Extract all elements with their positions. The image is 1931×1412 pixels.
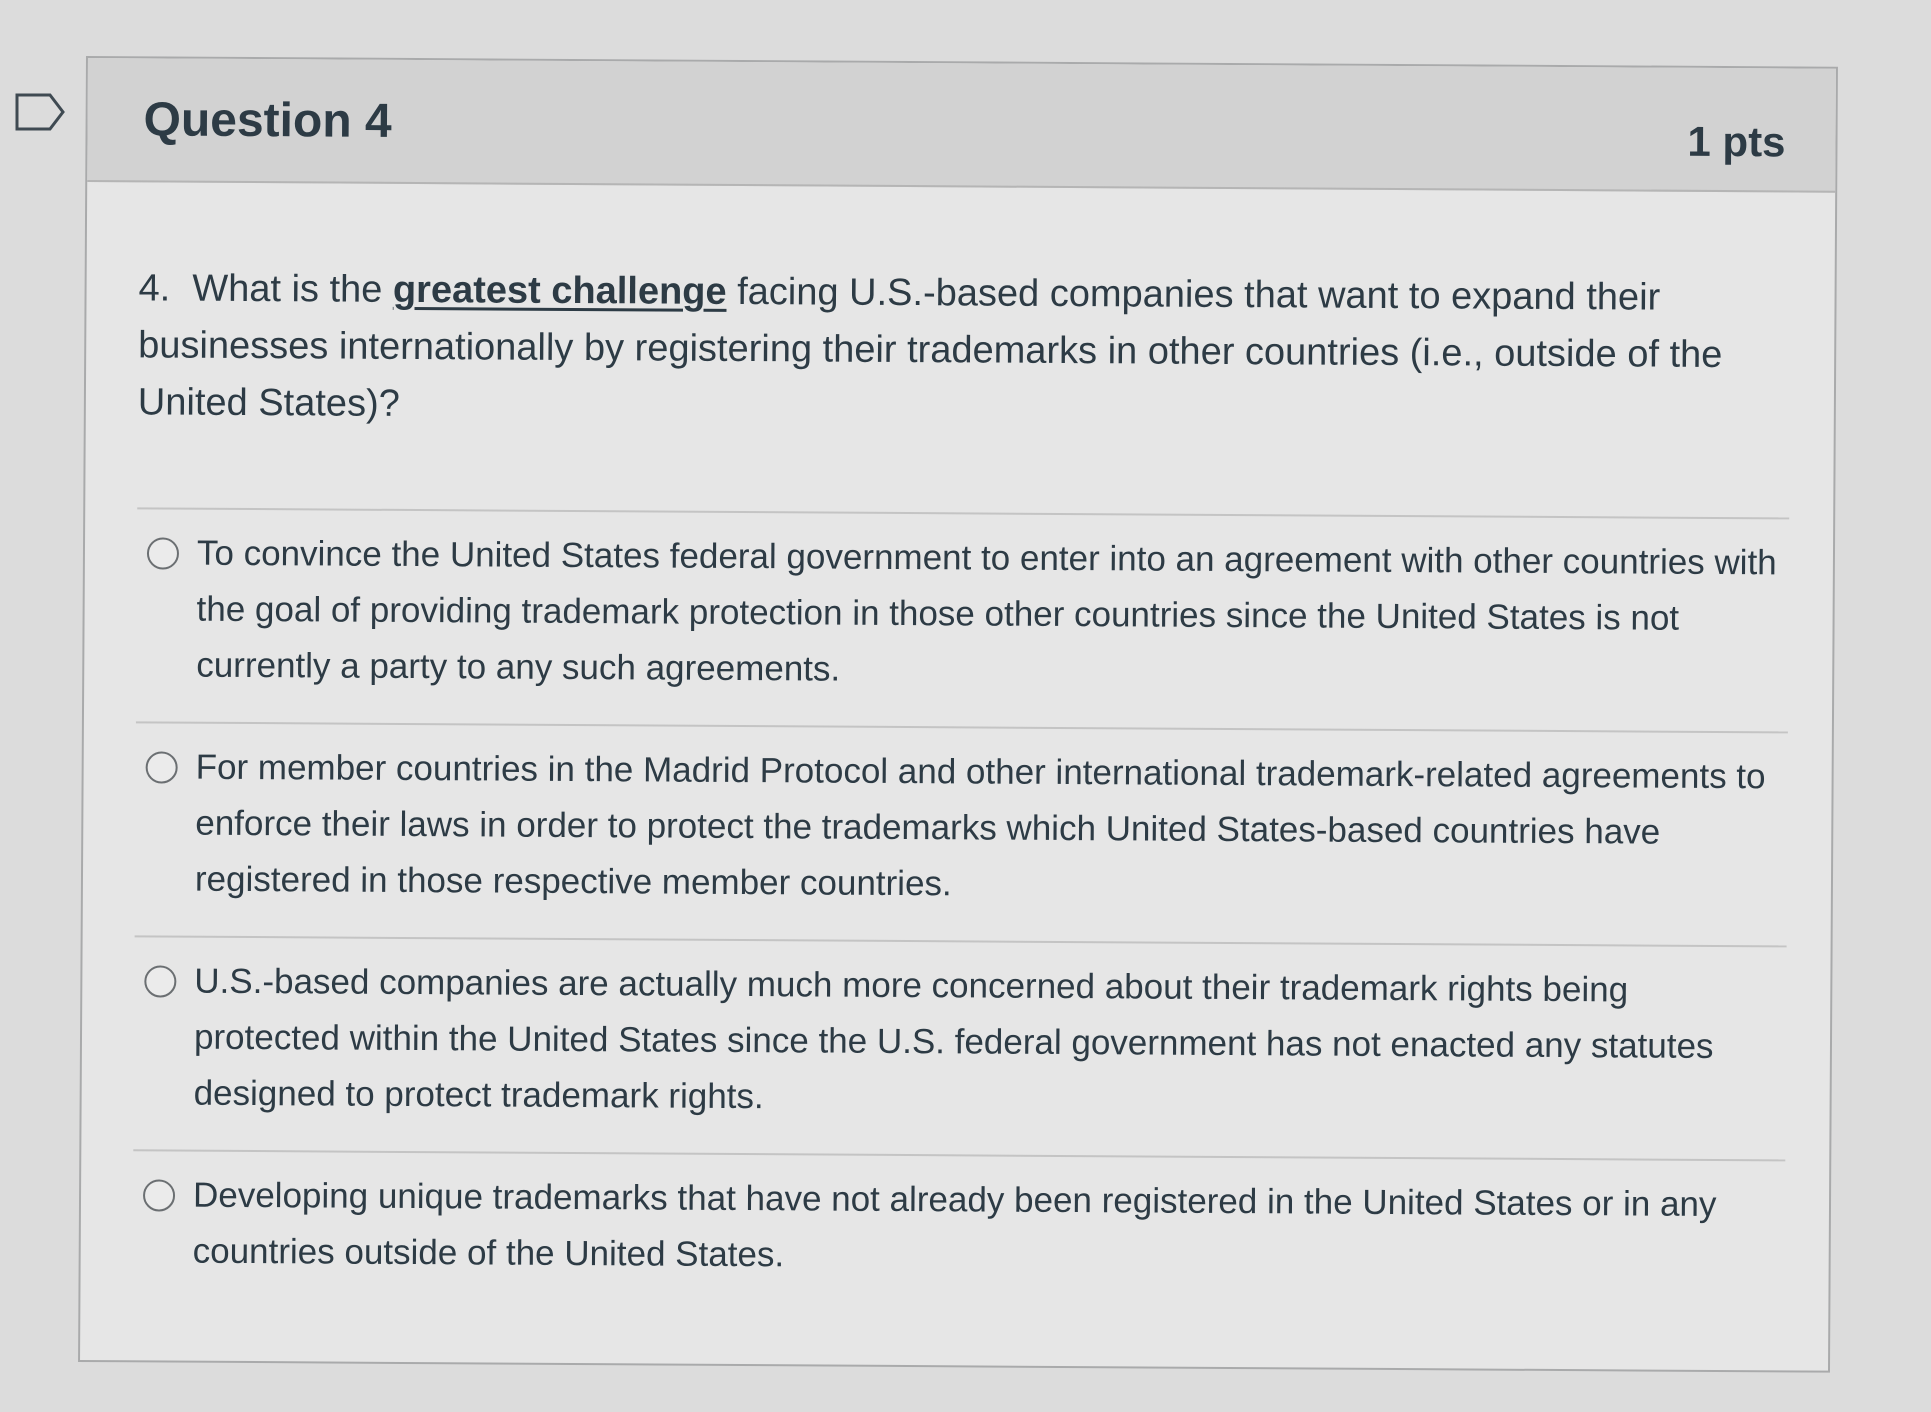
question-text (138, 260, 1759, 441)
answer-option-3[interactable] (133, 937, 1782, 1159)
answer-option-4[interactable] (132, 1151, 1781, 1317)
answer-label: To convince the United States federal government to enter into an agreement with other countries with the goal of providing trademark protection in those other countries since the United States is not currently a party to any such agreements. (196, 533, 1777, 689)
answer-label: Developing unique trademarks that have not already been registered in the United States or in any countries outside of the United States. (192, 1175, 1717, 1275)
radio-button-icon[interactable] (144, 965, 176, 997)
question-number: 4. (138, 267, 171, 310)
answer-label: For member countries in the Madrid Protocol and other international trademark-related agreements to enforce their laws in order to protect the trademarks which United States-based countries have registered in those respective member countries. (194, 747, 1766, 904)
radio-button-icon[interactable] (143, 1179, 175, 1211)
question-body (80, 260, 1834, 1318)
question-header (87, 58, 1836, 193)
radio-button-icon[interactable] (146, 751, 178, 783)
question-title: Question 4 (143, 93, 392, 148)
flag-question-icon[interactable] (14, 92, 66, 132)
radio-button-icon[interactable] (147, 537, 179, 569)
question-card (78, 56, 1838, 1373)
answer-option-1[interactable] (136, 509, 1785, 731)
answer-option-2[interactable] (135, 723, 1784, 945)
question-emphasis: greatest challenge (392, 268, 727, 313)
answer-label: U.S.-based companies are actually much more concerned about their trademark rights being protected within the United States since the U.S. federal government has not enacted any statutes designed to protect trademark rights. (193, 961, 1714, 1117)
question-text-before: What is the (192, 267, 394, 311)
question-points: 1 pts (1687, 117, 1786, 166)
question-text-after: facing U.S.-based companies that want to expand their businesses internationally by registering their trademarks in other countries (i.e., outside of the United States)? (137, 270, 1723, 425)
